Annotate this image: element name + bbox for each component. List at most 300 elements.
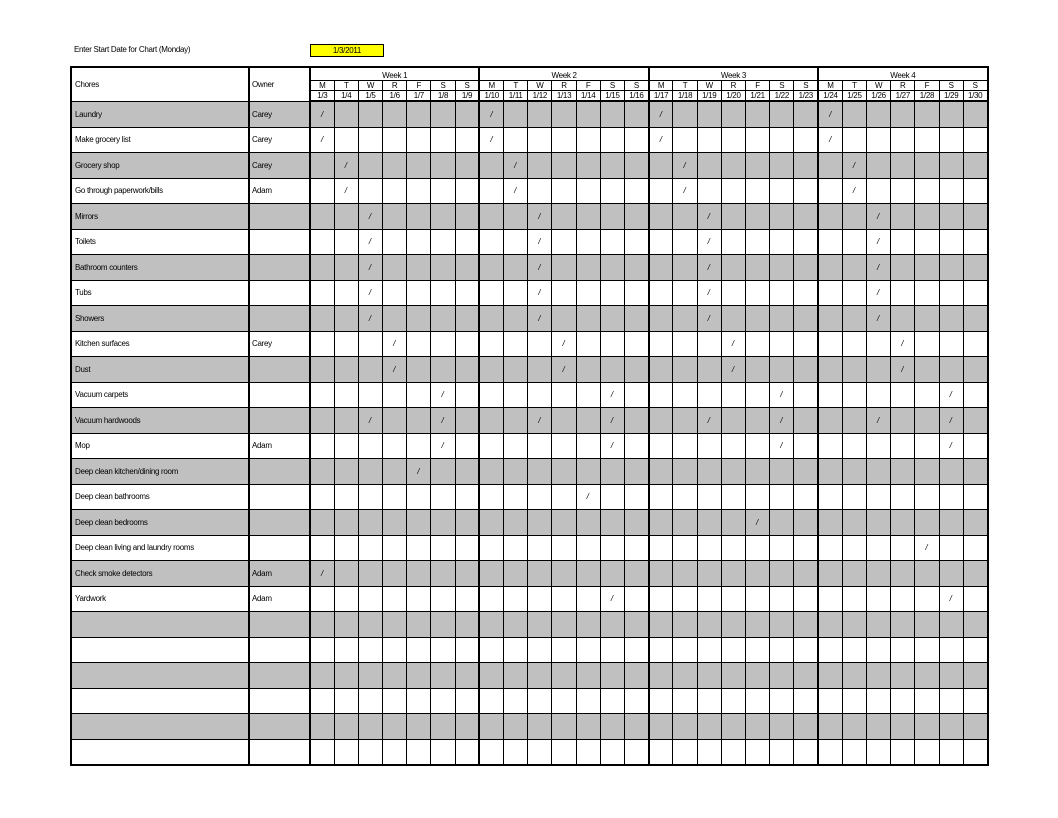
owner-cell[interactable] [249,204,310,230]
schedule-cell[interactable] [891,612,915,638]
schedule-cell[interactable] [576,586,600,612]
schedule-cell[interactable] [431,739,455,765]
schedule-cell[interactable] [746,586,770,612]
schedule-cell[interactable] [334,612,358,638]
schedule-cell[interactable] [794,688,818,714]
schedule-cell[interactable] [649,408,673,434]
schedule-cell[interactable] [383,535,407,561]
schedule-cell[interactable] [939,229,963,255]
schedule-cell[interactable]: / [939,433,963,459]
schedule-cell[interactable] [649,306,673,332]
schedule-cell[interactable] [310,714,334,740]
schedule-cell[interactable] [528,688,552,714]
schedule-cell[interactable] [431,280,455,306]
owner-cell[interactable] [249,306,310,332]
schedule-cell[interactable] [891,229,915,255]
schedule-cell[interactable] [625,382,649,408]
schedule-cell[interactable] [310,637,334,663]
schedule-cell[interactable] [891,153,915,179]
schedule-cell[interactable] [431,663,455,689]
schedule-cell[interactable] [552,688,576,714]
schedule-cell[interactable]: / [383,357,407,383]
schedule-cell[interactable] [818,484,842,510]
schedule-cell[interactable] [504,688,528,714]
chore-cell[interactable]: Laundry [71,101,249,127]
schedule-cell[interactable] [576,331,600,357]
schedule-cell[interactable] [383,510,407,536]
schedule-cell[interactable] [794,739,818,765]
schedule-cell[interactable]: / [939,382,963,408]
schedule-cell[interactable] [407,229,431,255]
schedule-cell[interactable] [939,331,963,357]
schedule-cell[interactable] [649,459,673,485]
schedule-cell[interactable] [746,663,770,689]
schedule-cell[interactable] [479,714,503,740]
chore-cell[interactable]: Deep clean bathrooms [71,484,249,510]
schedule-cell[interactable] [891,586,915,612]
schedule-cell[interactable] [939,153,963,179]
schedule-cell[interactable] [455,586,479,612]
schedule-cell[interactable] [407,637,431,663]
schedule-cell[interactable] [818,204,842,230]
schedule-cell[interactable] [649,204,673,230]
schedule-cell[interactable] [697,101,721,127]
schedule-cell[interactable] [552,612,576,638]
schedule-cell[interactable] [649,433,673,459]
schedule-cell[interactable] [576,280,600,306]
schedule-cell[interactable] [721,280,745,306]
schedule-cell[interactable] [963,280,987,306]
schedule-cell[interactable] [431,178,455,204]
schedule-cell[interactable]: / [334,178,358,204]
schedule-cell[interactable] [891,178,915,204]
schedule-cell[interactable]: / [867,229,891,255]
schedule-cell[interactable] [504,204,528,230]
schedule-cell[interactable] [697,153,721,179]
schedule-cell[interactable] [358,382,382,408]
chore-cell[interactable]: Showers [71,306,249,332]
schedule-cell[interactable] [479,382,503,408]
schedule-cell[interactable] [794,357,818,383]
schedule-cell[interactable] [625,433,649,459]
schedule-cell[interactable] [407,739,431,765]
schedule-cell[interactable]: / [673,178,697,204]
chore-cell[interactable] [71,612,249,638]
schedule-cell[interactable] [818,586,842,612]
schedule-cell[interactable] [649,255,673,281]
chore-cell[interactable]: Grocery shop [71,153,249,179]
schedule-cell[interactable] [649,178,673,204]
schedule-cell[interactable] [794,178,818,204]
schedule-cell[interactable] [431,484,455,510]
schedule-cell[interactable] [576,714,600,740]
schedule-cell[interactable]: / [867,280,891,306]
schedule-cell[interactable] [842,357,866,383]
schedule-cell[interactable] [673,714,697,740]
schedule-cell[interactable] [479,561,503,587]
schedule-cell[interactable]: / [842,153,866,179]
schedule-cell[interactable] [479,688,503,714]
schedule-cell[interactable] [842,101,866,127]
schedule-cell[interactable] [552,535,576,561]
schedule-cell[interactable] [479,153,503,179]
schedule-cell[interactable] [504,484,528,510]
schedule-cell[interactable] [770,535,794,561]
schedule-cell[interactable] [746,714,770,740]
schedule-cell[interactable] [939,535,963,561]
schedule-cell[interactable] [479,586,503,612]
schedule-cell[interactable] [746,535,770,561]
schedule-cell[interactable] [383,663,407,689]
schedule-cell[interactable] [383,255,407,281]
schedule-cell[interactable] [528,612,552,638]
schedule-cell[interactable] [721,433,745,459]
schedule-cell[interactable] [746,459,770,485]
schedule-cell[interactable] [576,204,600,230]
schedule-cell[interactable] [794,255,818,281]
schedule-cell[interactable] [552,637,576,663]
schedule-cell[interactable] [842,255,866,281]
schedule-cell[interactable] [673,561,697,587]
schedule-cell[interactable] [528,153,552,179]
chore-cell[interactable]: Deep clean bedrooms [71,510,249,536]
schedule-cell[interactable] [915,561,939,587]
schedule-cell[interactable] [528,586,552,612]
schedule-cell[interactable] [383,561,407,587]
schedule-cell[interactable] [600,331,624,357]
schedule-cell[interactable] [867,484,891,510]
chore-cell[interactable]: Make grocery list [71,127,249,153]
schedule-cell[interactable] [697,637,721,663]
schedule-cell[interactable] [455,153,479,179]
schedule-cell[interactable] [504,510,528,536]
schedule-cell[interactable] [770,586,794,612]
schedule-cell[interactable] [625,255,649,281]
schedule-cell[interactable] [697,688,721,714]
schedule-cell[interactable] [383,229,407,255]
schedule-cell[interactable] [721,382,745,408]
schedule-cell[interactable] [552,433,576,459]
schedule-cell[interactable] [334,280,358,306]
schedule-cell[interactable]: / [818,127,842,153]
schedule-cell[interactable] [794,714,818,740]
schedule-cell[interactable] [649,714,673,740]
schedule-cell[interactable] [552,306,576,332]
schedule-cell[interactable]: / [383,331,407,357]
owner-cell[interactable] [249,688,310,714]
schedule-cell[interactable] [407,535,431,561]
schedule-cell[interactable] [867,535,891,561]
schedule-cell[interactable] [479,739,503,765]
schedule-cell[interactable] [915,357,939,383]
schedule-cell[interactable] [697,382,721,408]
schedule-cell[interactable] [528,101,552,127]
schedule-cell[interactable] [963,204,987,230]
chore-cell[interactable] [71,714,249,740]
schedule-cell[interactable] [528,484,552,510]
schedule-cell[interactable] [358,561,382,587]
schedule-cell[interactable] [891,127,915,153]
schedule-cell[interactable] [431,688,455,714]
schedule-cell[interactable] [673,433,697,459]
schedule-cell[interactable] [576,459,600,485]
schedule-cell[interactable] [891,306,915,332]
schedule-cell[interactable] [528,561,552,587]
owner-cell[interactable]: Carey [249,153,310,179]
schedule-cell[interactable] [842,127,866,153]
schedule-cell[interactable] [358,178,382,204]
schedule-cell[interactable] [891,484,915,510]
schedule-cell[interactable]: / [528,229,552,255]
schedule-cell[interactable] [600,535,624,561]
schedule-cell[interactable] [673,331,697,357]
schedule-cell[interactable]: / [504,178,528,204]
schedule-cell[interactable] [504,714,528,740]
schedule-cell[interactable] [721,561,745,587]
schedule-cell[interactable]: / [358,280,382,306]
schedule-cell[interactable] [963,714,987,740]
schedule-cell[interactable] [818,612,842,638]
owner-cell[interactable] [249,714,310,740]
schedule-cell[interactable] [867,688,891,714]
schedule-cell[interactable] [528,714,552,740]
schedule-cell[interactable] [625,153,649,179]
schedule-cell[interactable] [770,561,794,587]
schedule-cell[interactable] [891,204,915,230]
schedule-cell[interactable] [552,663,576,689]
schedule-cell[interactable] [334,714,358,740]
schedule-cell[interactable] [600,459,624,485]
schedule-cell[interactable] [915,510,939,536]
schedule-cell[interactable] [334,357,358,383]
owner-cell[interactable] [249,535,310,561]
schedule-cell[interactable] [383,101,407,127]
schedule-cell[interactable] [310,408,334,434]
schedule-cell[interactable] [649,153,673,179]
schedule-cell[interactable] [528,739,552,765]
schedule-cell[interactable] [504,535,528,561]
schedule-cell[interactable] [963,739,987,765]
schedule-cell[interactable] [455,688,479,714]
schedule-cell[interactable] [552,153,576,179]
schedule-cell[interactable] [673,663,697,689]
schedule-cell[interactable] [794,229,818,255]
schedule-cell[interactable] [625,127,649,153]
schedule-cell[interactable] [673,382,697,408]
schedule-cell[interactable] [625,178,649,204]
schedule-cell[interactable] [891,280,915,306]
schedule-cell[interactable] [746,408,770,434]
schedule-cell[interactable] [504,612,528,638]
schedule-cell[interactable] [963,408,987,434]
schedule-cell[interactable] [334,561,358,587]
schedule-cell[interactable] [963,127,987,153]
schedule-cell[interactable] [407,510,431,536]
schedule-cell[interactable] [818,178,842,204]
schedule-cell[interactable] [431,535,455,561]
schedule-cell[interactable] [479,255,503,281]
schedule-cell[interactable] [600,637,624,663]
schedule-cell[interactable] [746,637,770,663]
schedule-cell[interactable]: / [697,255,721,281]
schedule-cell[interactable] [963,331,987,357]
schedule-cell[interactable] [963,484,987,510]
schedule-cell[interactable] [625,688,649,714]
schedule-cell[interactable] [673,688,697,714]
schedule-cell[interactable] [455,561,479,587]
schedule-cell[interactable] [794,101,818,127]
schedule-cell[interactable] [939,101,963,127]
schedule-cell[interactable] [407,255,431,281]
schedule-cell[interactable] [504,739,528,765]
schedule-cell[interactable] [383,382,407,408]
schedule-cell[interactable] [455,357,479,383]
schedule-cell[interactable] [721,510,745,536]
schedule-cell[interactable] [721,739,745,765]
schedule-cell[interactable]: / [697,229,721,255]
schedule-cell[interactable] [818,255,842,281]
schedule-cell[interactable] [576,663,600,689]
schedule-cell[interactable] [963,255,987,281]
owner-cell[interactable]: Carey [249,331,310,357]
schedule-cell[interactable] [383,178,407,204]
schedule-cell[interactable] [721,663,745,689]
schedule-cell[interactable] [552,382,576,408]
schedule-cell[interactable] [721,178,745,204]
chore-cell[interactable]: Toilets [71,229,249,255]
owner-cell[interactable] [249,382,310,408]
schedule-cell[interactable] [770,331,794,357]
schedule-cell[interactable] [794,484,818,510]
schedule-cell[interactable] [334,586,358,612]
schedule-cell[interactable] [673,229,697,255]
schedule-cell[interactable] [673,459,697,485]
schedule-cell[interactable] [939,204,963,230]
schedule-cell[interactable] [479,178,503,204]
schedule-cell[interactable]: / [891,331,915,357]
schedule-cell[interactable] [528,382,552,408]
schedule-cell[interactable] [334,459,358,485]
schedule-cell[interactable] [649,535,673,561]
schedule-cell[interactable] [649,357,673,383]
schedule-cell[interactable] [310,357,334,383]
schedule-cell[interactable] [721,408,745,434]
schedule-cell[interactable] [915,280,939,306]
schedule-cell[interactable] [600,255,624,281]
chore-cell[interactable]: Yardwork [71,586,249,612]
schedule-cell[interactable] [479,280,503,306]
schedule-cell[interactable] [818,561,842,587]
schedule-cell[interactable] [963,306,987,332]
schedule-cell[interactable] [697,433,721,459]
schedule-cell[interactable] [576,178,600,204]
schedule-cell[interactable] [915,612,939,638]
schedule-cell[interactable] [673,101,697,127]
schedule-cell[interactable] [673,510,697,536]
schedule-cell[interactable]: / [697,280,721,306]
schedule-cell[interactable]: / [600,433,624,459]
schedule-cell[interactable] [455,714,479,740]
schedule-cell[interactable] [576,153,600,179]
schedule-cell[interactable]: / [697,204,721,230]
schedule-cell[interactable] [334,637,358,663]
schedule-cell[interactable] [310,255,334,281]
schedule-cell[interactable]: / [939,586,963,612]
schedule-cell[interactable] [842,637,866,663]
schedule-cell[interactable]: / [479,101,503,127]
schedule-cell[interactable] [334,255,358,281]
schedule-cell[interactable] [383,739,407,765]
owner-cell[interactable] [249,612,310,638]
schedule-cell[interactable] [721,612,745,638]
schedule-cell[interactable] [963,433,987,459]
schedule-cell[interactable] [842,433,866,459]
schedule-cell[interactable] [358,331,382,357]
schedule-cell[interactable] [407,382,431,408]
schedule-cell[interactable] [721,714,745,740]
schedule-cell[interactable]: / [867,255,891,281]
schedule-cell[interactable] [383,714,407,740]
schedule-cell[interactable] [407,586,431,612]
schedule-cell[interactable] [576,637,600,663]
schedule-cell[interactable] [407,153,431,179]
schedule-cell[interactable] [842,408,866,434]
schedule-cell[interactable] [842,739,866,765]
schedule-cell[interactable] [915,663,939,689]
schedule-cell[interactable] [479,357,503,383]
schedule-cell[interactable] [939,178,963,204]
schedule-cell[interactable] [479,459,503,485]
schedule-cell[interactable] [721,459,745,485]
schedule-cell[interactable] [334,331,358,357]
schedule-cell[interactable] [334,127,358,153]
schedule-cell[interactable] [867,459,891,485]
schedule-cell[interactable] [576,127,600,153]
chore-cell[interactable]: Check smoke detectors [71,561,249,587]
schedule-cell[interactable] [334,433,358,459]
schedule-cell[interactable] [552,280,576,306]
schedule-cell[interactable] [673,637,697,663]
schedule-cell[interactable] [697,663,721,689]
schedule-cell[interactable] [504,306,528,332]
schedule-cell[interactable] [721,229,745,255]
schedule-cell[interactable] [552,204,576,230]
schedule-cell[interactable] [576,255,600,281]
schedule-cell[interactable] [746,153,770,179]
owner-cell[interactable] [249,357,310,383]
schedule-cell[interactable] [310,306,334,332]
schedule-cell[interactable] [431,101,455,127]
chore-cell[interactable]: Mirrors [71,204,249,230]
chore-cell[interactable]: Deep clean kitchen/dining room [71,459,249,485]
owner-cell[interactable] [249,229,310,255]
schedule-cell[interactable] [479,484,503,510]
schedule-cell[interactable] [915,178,939,204]
owner-cell[interactable]: Carey [249,101,310,127]
chore-cell[interactable] [71,739,249,765]
schedule-cell[interactable] [552,127,576,153]
schedule-cell[interactable] [358,484,382,510]
schedule-cell[interactable] [649,331,673,357]
schedule-cell[interactable] [479,306,503,332]
schedule-cell[interactable] [431,586,455,612]
schedule-cell[interactable] [625,510,649,536]
schedule-cell[interactable] [383,586,407,612]
schedule-cell[interactable] [746,382,770,408]
schedule-cell[interactable] [504,101,528,127]
schedule-cell[interactable] [600,153,624,179]
schedule-cell[interactable] [455,331,479,357]
